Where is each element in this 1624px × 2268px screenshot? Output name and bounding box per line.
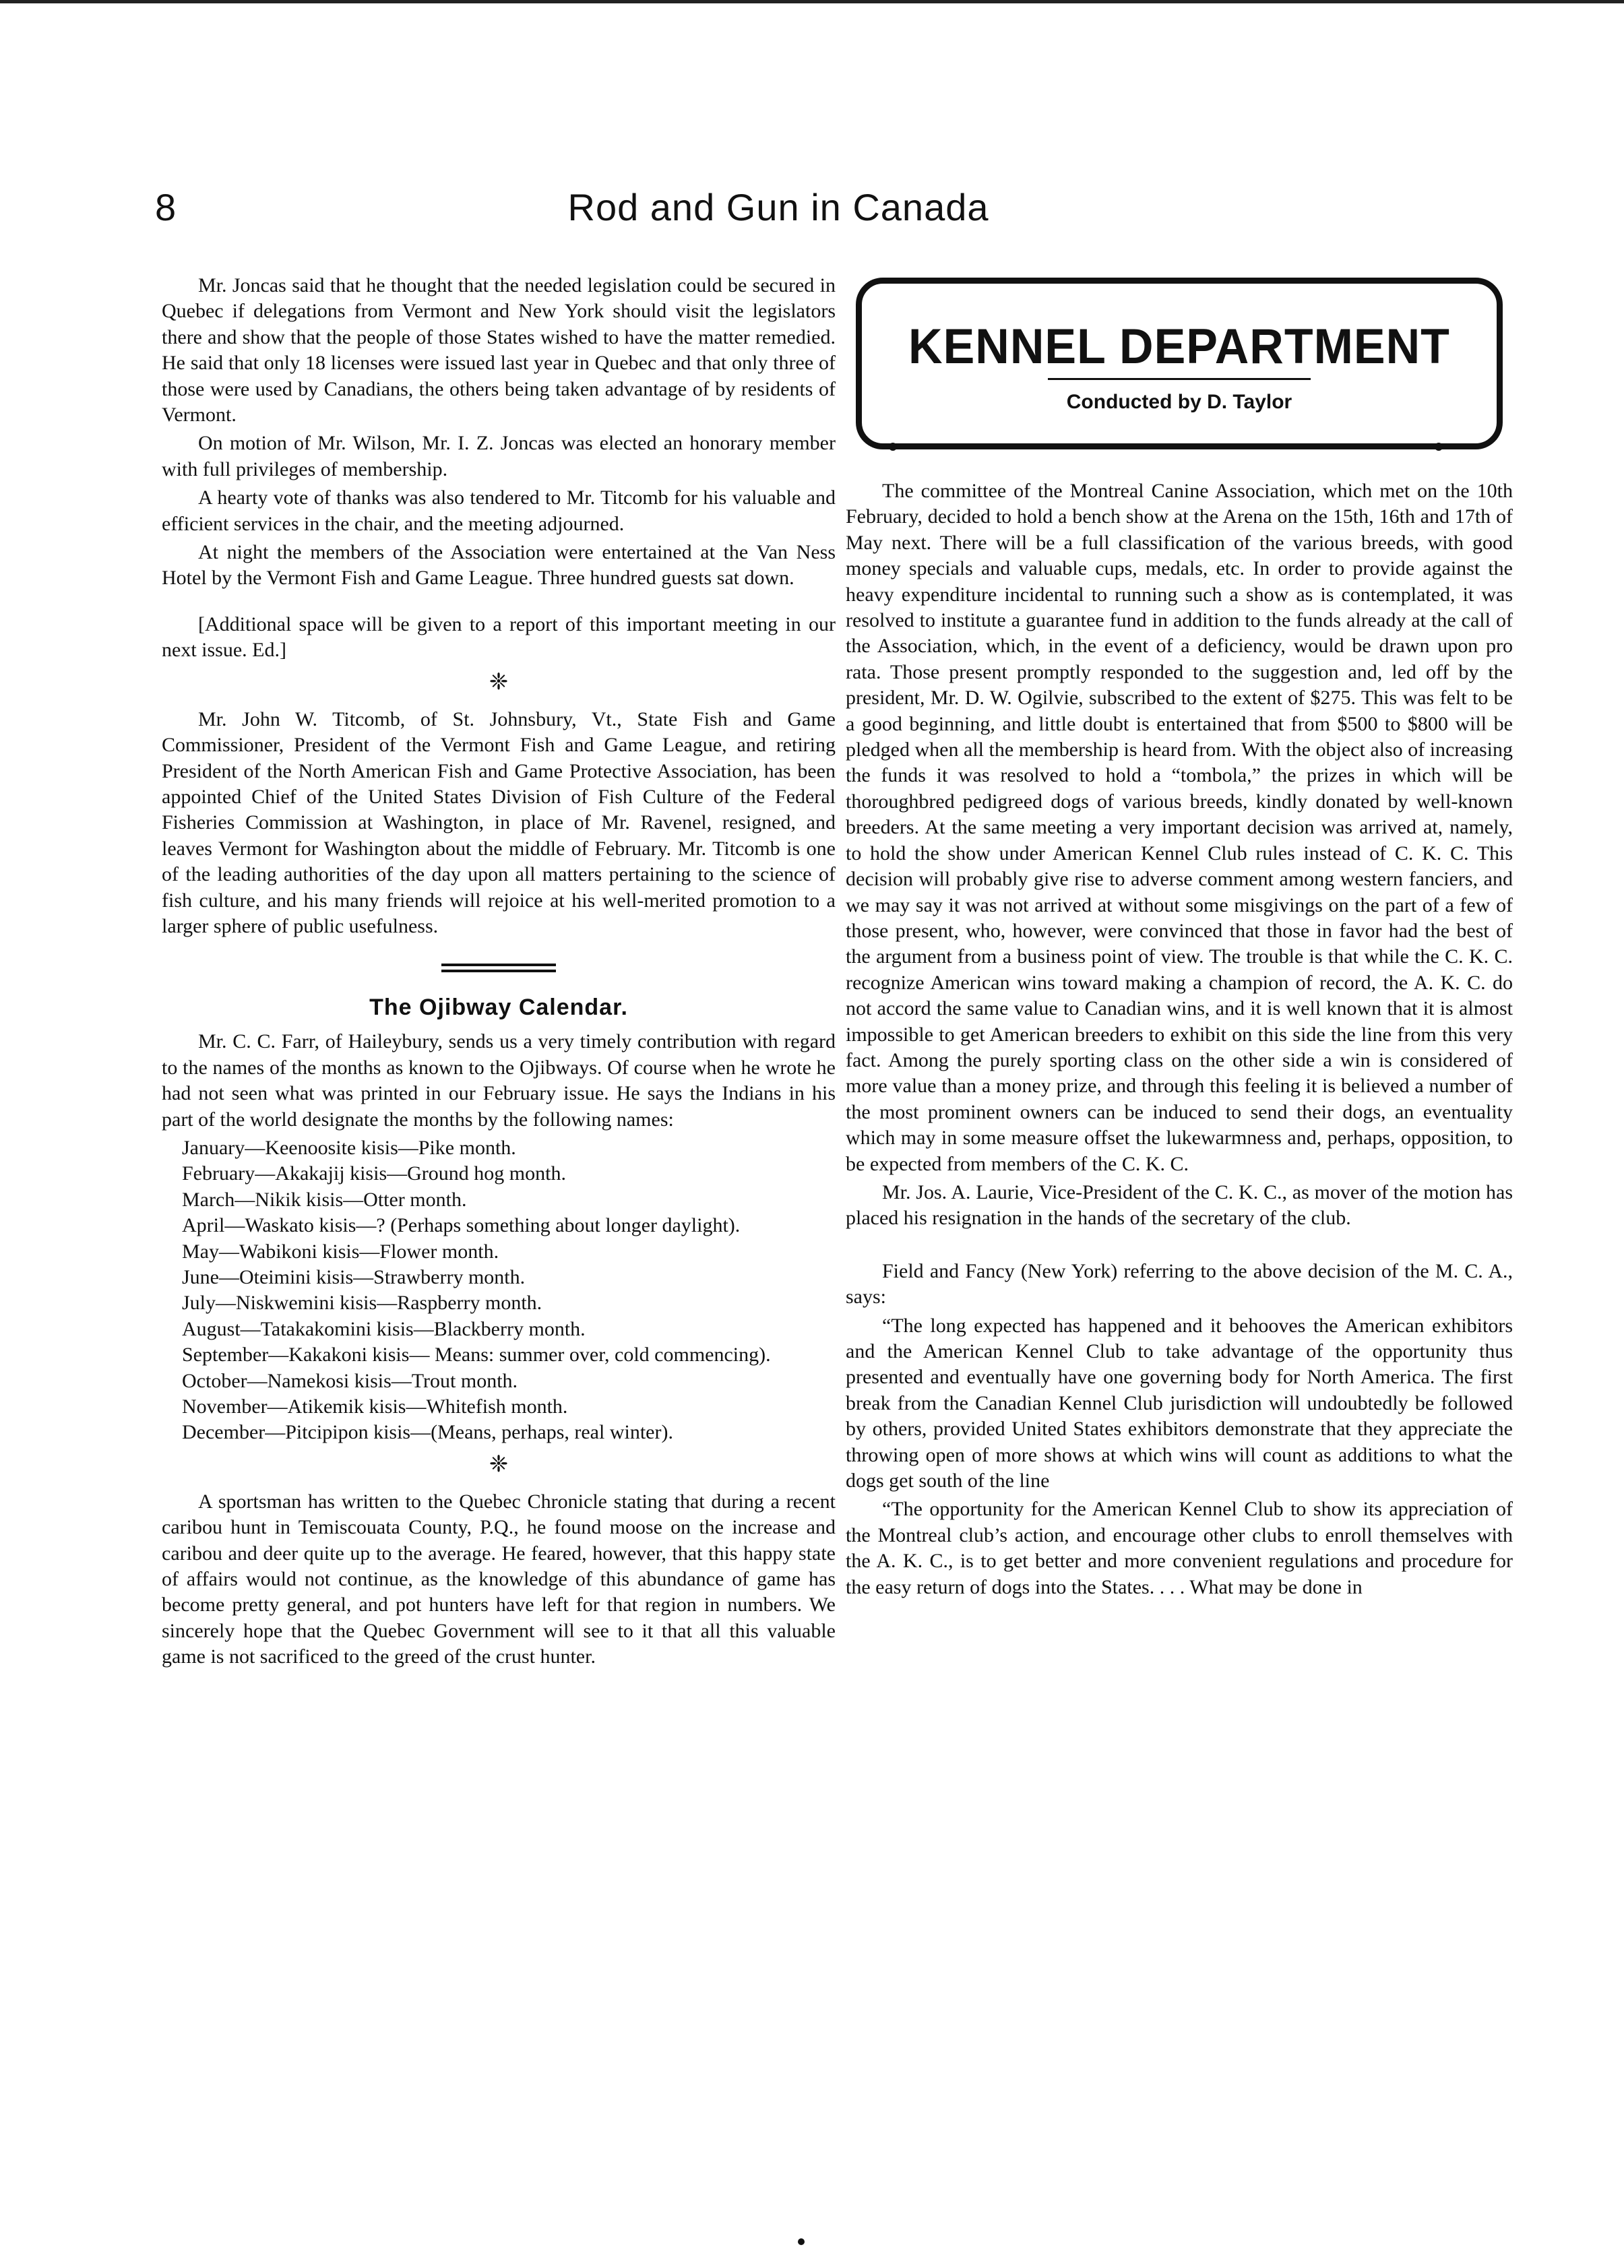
section-heading: The Ojibway Calendar.	[369, 995, 628, 1021]
month-entry: December—Pitcipipon kisis—(Means, perhaps, real winter).	[182, 1421, 673, 1444]
paragraph: Mr. Jos. A. Laurie, Vice-President of the C. K. C., as mover of the motion has placed his resignation in the hands of the secretary of the club.	[846, 1180, 1513, 1230]
month-entry: September—Kakakoni kisis— Means: summer over, cold commencing).	[182, 1344, 771, 1366]
month-entry: August—Tatakakomini kisis—Blackberry month.	[182, 1317, 586, 1340]
paragraph: Mr. John W. Titcomb, of St. Johnsbury, Vt., State Fish and Game Commissioner, President of the Vermont Fish and Game League, and retiring President of the North American Fish and Game Protective Association, has been appointed Chief of the United States Division of Fish Culture of the Federal Fisheries Commission at Washington, in place of Mr. Ravenel, resigned, and leaves Vermont for Washington about the middle of February. Mr. Titcomb is one of the leading authorities of the day upon all matters pertaining to the science of fish culture, and his many friends will rejoice at his well-merited promotion to a larger sphere of public usefulness.	[162, 707, 836, 937]
paragraph: Field and Fancy (New York) referring to the above decision of the M. C. A., says:	[846, 1259, 1513, 1309]
footer-dot-icon	[798, 2238, 805, 2245]
paragraph: A sportsman has written to the Quebec Chronicle stating that during a recent caribou hunt in Temiscouata County, P.Q., he found moose on the increase and caribou and deer quite up to the average. He feared, however, that this happy state of affairs would not continue, as the knowledge of this abundance of game has become pretty general, and pot hunters have left for that region in numbers. We sincerely hope that the Quebec Government will see to it that all this valuable game is not sacrificed to the greed of the crust hunter.	[162, 1490, 836, 1668]
month-entry: July—Niskwemini kisis—Raspberry month.	[182, 1292, 542, 1315]
month-entry: March—Nikik kisis—Otter month.	[182, 1188, 467, 1211]
top-border-rule	[0, 0, 1624, 3]
month-entry: June—Oteimini kisis—Strawberry month.	[182, 1266, 526, 1288]
kennel-title-underline	[1048, 378, 1311, 380]
paragraph: Mr. C. C. Farr, of Haileybury, sends us a very timely contribution with regard to the names of the months as known to the Ojibways. Of course when he wrote he had not seen what was printed in our February issue. He says the Indians in his part of the world designate the months by the following names:	[162, 1030, 836, 1131]
month-entry: April—Waskato kisis—? (Perhaps something about longer daylight).	[182, 1214, 741, 1237]
paragraph: On motion of Mr. Wilson, Mr. I. Z. Joncas was elected an honorary member with full privileges of membership.	[162, 432, 836, 480]
quote-paragraph: “The opportunity for the American Kennel Club to show its appreciation of the Montreal club’s action, and encourage other clubs to enroll themselves with the A. K. C., is to get better and more convenient regulations and procedure for the easy return of dogs into the States. . . . What may be done in	[846, 1498, 1513, 1598]
paragraph: At night the members of the Association were entertained at the Van Ness Hotel by the Vermont Fish and Game League. Three hundred guests sat down.	[162, 541, 836, 590]
editorial-note: [Additional space will be given to a report of this important meeting in our next issue. Ed.]	[162, 612, 836, 662]
month-entry: January—Keenoosite kisis—Pike month.	[182, 1136, 516, 1159]
month-entry: February—Akakajij kisis—Ground hog month.	[182, 1162, 566, 1185]
page-number: 8	[155, 186, 177, 228]
page-header	[155, 187, 1402, 248]
kennel-department-title: KENNEL DEPARTMENT	[908, 319, 1450, 374]
paragraph: Mr. Joncas said that he thought that the needed legislation could be secured in Quebec if delegations from Vermont and New York should visit the legislators there and show that the people of those States wished to have the matter remedied. He said that only 18 licenses were issued last year in Quebec and that only three of those were used by Canadians, the others being taken advantage of by residents of Vermont.	[162, 274, 836, 427]
paragraph: A hearty vote of thanks was also tendered to Mr. Titcomb for his valuable and efficient services in the chair, and the meeting adjourned.	[162, 486, 836, 535]
running-title: Rod and Gun in Canada	[567, 186, 989, 228]
paragraph: The committee of the Montreal Canine Association, which met on the 10th February, decided to hold a bench show at the Arena on the 15th, 16th and 17th of May next. There will be a full classification of the various breeds, with good money specials and valuable cups, medals, etc. In order to provide against the heavy expenditure incidental to running such a show as is contemplated, it was resolved to institute a guarantee fund in addition to the funds already at the call of the Association, which, in the event of a deficiency, would be drawn upon pro rata. Those present promptly responded to the suggestion and, led off by the president, Mr. D. W. Ogilvie, subscribed to the extent of $275. This was felt to be a good beginning, and little doubt is entertained that from $500 to $800 will be pledged when all the membership is heard from. With the object also of increasing the funds it was resolved to hold a “tombola,” the prizes in which will be thoroughbred pedigreed dogs of various breeds, kindly donated by well-known breeders. At the same meeting a very important decision was arrived at, namely, to hold the show under American Kennel Club rules instead of C. K. C. This decision will probably give rise to adverse comment among western fanciers, and we may say it was not arrived at without some misgivings on the part of a few of those present, who, however, were convinced that those in favor had the best of the argument from a business point of view. The trouble is that while the C. K. C. recognize American wins toward making a champion of record, the A. K. C. do not accord the same value to Canadian wins, and it is well known that it is almost impossible to get American breeders to exhibit on this side the line from this very fact. Among the purely sporting class on the other side a win is considered of more value than a money prize, and through this feeling it is believed a number of the most prominent owners can be induced to send their dogs, an eventuality which may in some measure offset the lukewarmness and, perhaps, opposition, to be expected from members of the C. K. C.	[846, 480, 1513, 1175]
month-entry: May—Wabikoni kisis—Flower month.	[182, 1240, 499, 1263]
right-column	[846, 478, 1513, 1603]
month-entry: November—Atikemik kisis—Whitefish month.	[182, 1395, 568, 1418]
corner-dot-icon	[1435, 443, 1443, 451]
quote-paragraph: “The long expected has happened and it behooves the American exhibitors and the American Kennel Club to take advantage of the opportunity thus presented and eventually have one governing body for North America. The first break from the Canadian Kennel Club jurisdiction will undoubtedly be followed by others, provided United States exhibitors demonstrate that they appreciate the throwing open of more shows at which wins will count as additions to what the dogs get south of the line	[846, 1314, 1513, 1492]
ornament-divider: ❈	[489, 669, 509, 695]
double-rule-divider	[441, 964, 556, 972]
month-list	[162, 1135, 836, 1446]
left-column	[162, 273, 836, 1673]
kennel-department-byline: Conducted by D. Taylor	[1066, 391, 1292, 413]
ornament-divider: ❈	[489, 1451, 509, 1477]
month-entry: October—Namekosi kisis—Trout month.	[182, 1369, 518, 1392]
corner-dot-icon	[889, 443, 897, 451]
kennel-department-box	[856, 278, 1503, 449]
